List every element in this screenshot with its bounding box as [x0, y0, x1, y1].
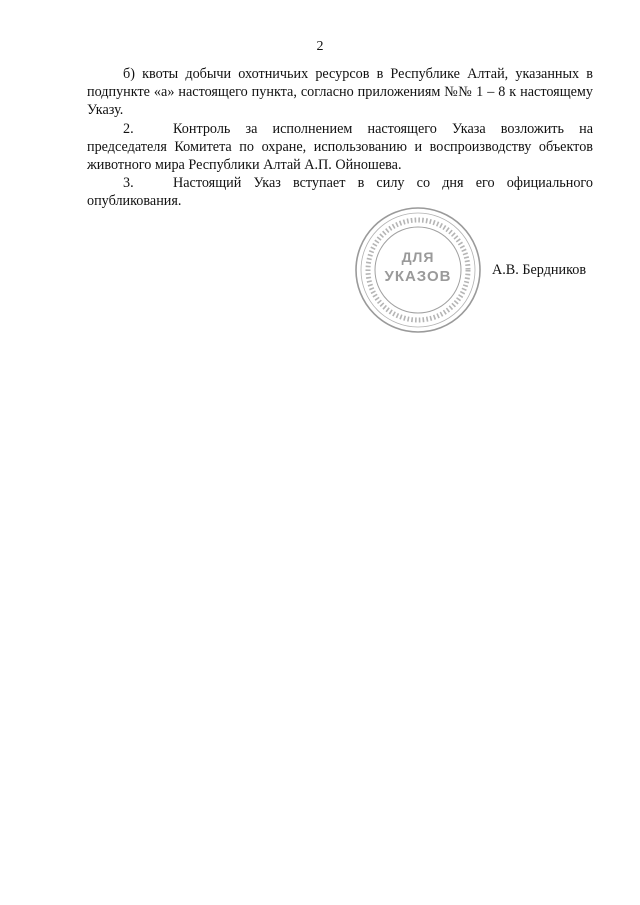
paragraph-text: б) квоты добычи охотничьих ресурсов в Республике Алтай, указанных в подпункте «а» настоящего пункта, согласно приложениям №№ 1 – 8 к настоящему Указу.	[87, 66, 593, 119]
stamp-text-line1: ДЛЯ	[401, 249, 435, 265]
paragraph-text: Настоящий Указ вступает в силу со дня его официального опубликования.	[87, 175, 593, 210]
paragraph-number: 3.	[123, 175, 134, 192]
paragraph-number: 2.	[123, 120, 134, 137]
paragraph-item-2	[87, 120, 593, 175]
paragraph-text: Контроль за исполнением настоящего Указа возложить на председателя Комитета по охране, использованию и воспроизводству объектов животного мира Республики Алтай А.П. Ойношева.	[87, 120, 593, 174]
paragraph-item-3	[87, 174, 593, 210]
page-number: 2	[316, 39, 324, 54]
official-stamp	[353, 205, 483, 335]
signer-name: А.В. Бердников	[492, 262, 587, 278]
paragraph-item-b	[87, 65, 593, 120]
document-body	[87, 65, 593, 211]
stamp-text-line2: УКАЗОВ	[384, 268, 452, 285]
